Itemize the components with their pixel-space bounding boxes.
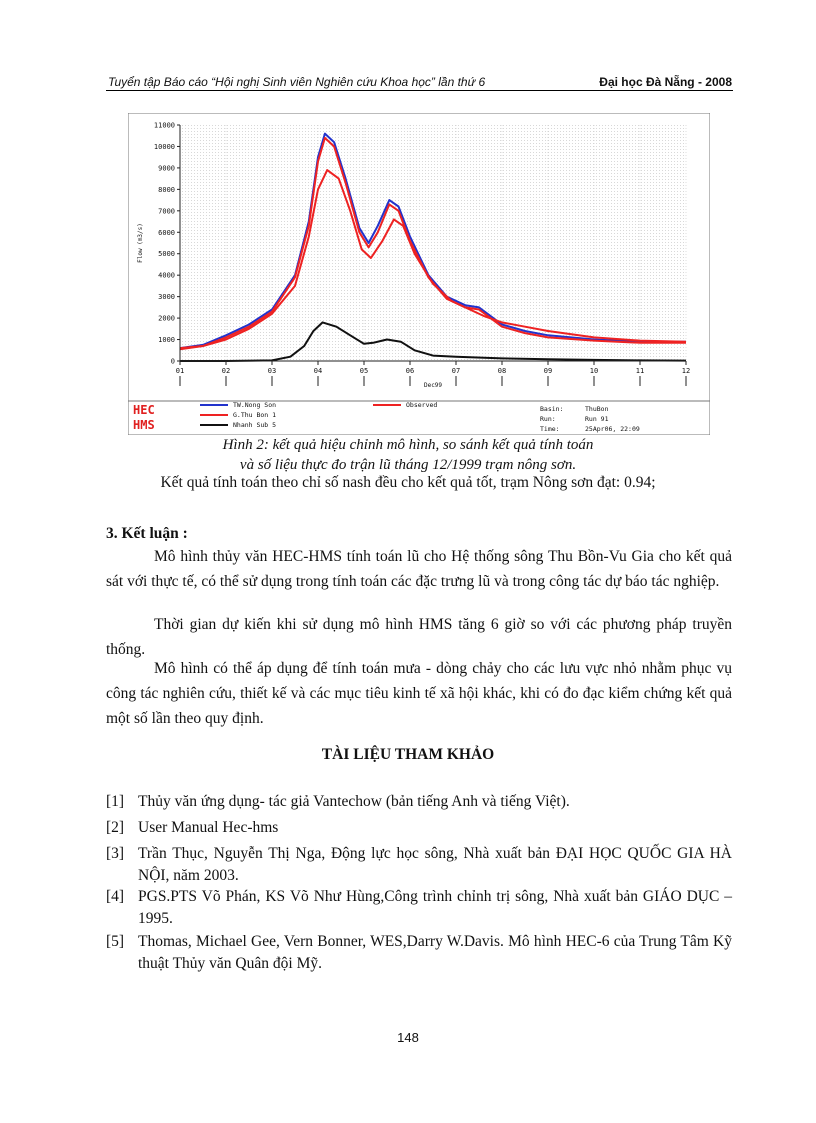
- hec-logo-bottom: HMS: [133, 418, 155, 432]
- basin-label: Basin:: [540, 405, 564, 413]
- y-tick-label: 4000: [158, 271, 175, 280]
- y-tick-label: 9000: [158, 164, 175, 173]
- y-tick-label: 11000: [153, 121, 175, 130]
- legend-label: G.Thu Bon 1: [233, 411, 277, 419]
- conclusion-paragraph-3: Mô hình có thể áp dụng để tính toán mưa - dòng chảy cho các lưu vực nhỏ nhằm phục vụ công tác nghiên cứu, thiết kế và các mục tiêu kinh tế xã hội khác, khi có đo đạc kiểm chứng kết quả một số lần theo quy định.: [106, 660, 732, 727]
- y-tick-label: 7000: [158, 207, 175, 216]
- y-tick-label: 5000: [158, 250, 175, 259]
- running-header-left: Tuyển tập Báo cáo “Hội nghị Sinh viên Nghiên cứu Khoa học” lần thứ 6: [108, 75, 486, 89]
- run-value: Run 91: [585, 415, 609, 423]
- conclusion-paragraph-2: Thời gian dự kiến khi sử dụng mô hình HMS tăng 6 giờ so với các phương pháp truyền thống.: [106, 616, 732, 658]
- x-tick-label: 05: [359, 367, 369, 375]
- figure-caption-line-1: Hình 2: kết quả hiệu chỉnh mô hình, so sánh kết quả tính toán: [222, 437, 594, 453]
- x-tick-label: 11: [635, 367, 645, 375]
- reference-item: [106, 817, 732, 839]
- y-tick-label: 6000: [158, 228, 175, 237]
- reference-number: [4]: [106, 888, 125, 905]
- page-number: 148: [397, 1030, 419, 1045]
- y-tick-label: 3000: [158, 293, 175, 302]
- y-tick-label: 2000: [158, 314, 175, 323]
- hydrograph-chart: [128, 113, 710, 435]
- figure-caption-line-2: và số liệu thực đo trận lũ tháng 12/1999 trạm nông sơn.: [239, 457, 577, 473]
- references-heading: TÀI LIỆU THAM KHẢO: [321, 746, 495, 763]
- legend-label: Observed: [406, 401, 438, 409]
- x-tick-label: 07: [451, 367, 461, 375]
- reference-number: [2]: [106, 819, 125, 836]
- plot-area: [180, 125, 686, 361]
- reference-number: [1]: [106, 793, 125, 810]
- reference-text: Thomas, Michael Gee, Vern Bonner, WES,Darry W.Davis. Mô hình HEC-6 của Trung Tâm Kỹ thuật Thủy văn Quân đội Mỹ.: [138, 933, 732, 972]
- reference-item: [106, 791, 732, 813]
- hydrograph-figure: [128, 113, 710, 435]
- x-axis-label: Dec99: [423, 382, 443, 389]
- x-tick-label: 02: [221, 367, 231, 375]
- x-tick-label: 03: [267, 367, 277, 375]
- run-label: Run:: [540, 415, 556, 423]
- reference-item: [106, 886, 732, 930]
- x-tick-label: 06: [405, 367, 415, 375]
- y-tick-label: 8000: [158, 185, 175, 194]
- x-tick-label: 12: [681, 367, 691, 375]
- basin-value: ThuBon: [585, 405, 609, 413]
- reference-number: [5]: [106, 933, 125, 950]
- conclusion-paragraph-1: Mô hình thủy văn HEC-HMS tính toán lũ cho Hệ thống sông Thu Bồn-Vu Gia cho kết quả sát với thực tế, có thể sử dụng trong tính toán các đặc trưng lũ và trong công tác dự báo tác nghiệp.: [106, 548, 732, 590]
- legend-label: Nhanh Sub 5: [233, 421, 277, 429]
- nash-result-line: Kết quả tính toán theo chỉ số nash đều cho kết quả tốt, trạm Nông sơn đạt: 0.94;: [160, 474, 656, 491]
- reference-text: User Manual Hec-hms: [138, 819, 279, 836]
- reference-text: Trần Thục, Nguyễn Thị Nga, Động lực học sông, Nhà xuất bản ĐẠI HỌC QUỐC GIA HÀ NỘI, năm 2003.: [138, 845, 732, 884]
- time-label: Time:: [540, 425, 560, 433]
- y-tick-label: 10000: [153, 142, 175, 151]
- header-rule: [106, 90, 733, 91]
- section-heading: 3. Kết luận :: [106, 525, 188, 542]
- running-header-right: Đại học Đà Nẵng - 2008: [599, 75, 732, 89]
- y-axis-label: Flow (m3/s): [137, 223, 144, 263]
- legend-label: TW.Nong Son: [233, 401, 277, 409]
- y-tick-label: 0: [170, 357, 175, 366]
- reference-item: [106, 843, 732, 887]
- x-tick-label: 09: [543, 367, 553, 375]
- x-tick-label: 08: [497, 367, 507, 375]
- reference-text: PGS.PTS Võ Phán, KS Võ Như Hùng,Công trình chỉnh trị sông, Nhà xuất bản GIÁO DỤC – 1995.: [138, 888, 732, 927]
- reference-text: Thủy văn ứng dụng- tác giả Vantechow (bản tiếng Anh và tiếng Việt).: [138, 793, 570, 810]
- x-tick-label: 01: [175, 367, 185, 375]
- reference-item: [106, 931, 732, 975]
- hec-logo-top: HEC: [133, 403, 155, 417]
- x-tick-label: 10: [589, 367, 599, 375]
- reference-number: [3]: [106, 845, 125, 862]
- time-value: 25Apr06, 22:09: [585, 425, 640, 433]
- x-tick-label: 04: [313, 367, 323, 375]
- y-tick-label: 1000: [158, 336, 175, 345]
